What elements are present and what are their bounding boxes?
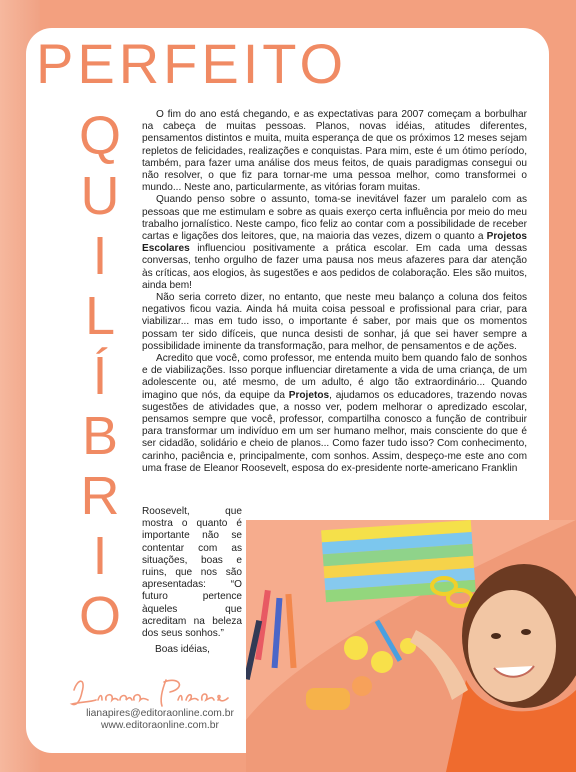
paragraph-2-text: Quando penso sobre o assunto, toma-se inevitável fazer um paralelo com as pessoas que me estimulam e sobre as quais exerço certa influência por meio do meu trabalho jornalístico. Neste campo, fico feliz ao contar com a possibilidade de receber cartas e ligações dos leitores, que, na maioria das vezes, dizem o quanto a (142, 194, 527, 243)
vertical-letter: O (78, 586, 121, 646)
paragraph-4-continuation: Roosevelt, que mostra o quanto é importante não se contentar com as situações, boas e ruins, que nos são apresentadas: “O futuro pertence àqueles que acreditam na beleza dos seus sonhos.” (142, 506, 242, 640)
paragraph-4-text-end: , ajudamos os educadores, trazendo novas sugestões de atividades que, a nosso ver, podem melhorar o apredizado escolar, pensamos sempre que você, professor, compartilha conosco a função de contribuir para transformar um indivíduo em um ser humano melhor, mais consciente do que é ser cidadão, solidário e cheio de planos... Como fazer tudo isso? Com conhecimento, carinho, paciência e, principalmente, com sonhos. Assim, despeço-me este ano com uma frase de Eleanor Roosevelt, esposa do ex-presidente norte-americano Franklin (142, 389, 528, 474)
paragraph-4 (142, 353, 527, 475)
projetos-escolares-bold: Projetos Escolares (142, 231, 527, 255)
paragraph-1: O fim do ano está chegando, e as expectativas para 2007 começam a borbulhar na cabeça de muitas pessoas. Planos, novas idéias, atitudes diferentes, pensamentos distintos e muita, muita esperança de que os próximos 12 meses sejam repletos de felicidades, realizações e conquistas. Para mim, este é um ótimo período, também, para fazer uma análise dos meus feitos, de quais paradigmas consegui ou não resolver, o que fiz para tornar-me uma pessoa melhor, como transformei o mundo... Neste ano, particularmente, as vitórias foram muitas. (142, 109, 527, 194)
email-link[interactable]: lianapires@editoraonline.com.br (86, 708, 234, 719)
vertical-letter: Í (92, 346, 108, 406)
vertical-title (70, 106, 130, 646)
farewell-text: Boas idéias, (155, 644, 210, 655)
vertical-letter: U (80, 166, 120, 226)
paragraph-2-text-end: influenciou positivamente a prática escolar. Em cada uma dessas conversas, tenho orgulho de fazer uma pausa nos meus afazeres para dar atenção às críticas, aos elogios, às sugestões e aos pedidos de colaboração. Eles são muitos, ainda bem! (142, 243, 527, 291)
paragraph-2 (142, 194, 527, 292)
vertical-letter: I (92, 526, 108, 586)
vertical-letter: R (80, 466, 120, 526)
vertical-letter: B (81, 406, 119, 466)
contact-info (70, 708, 250, 731)
projetos-bold: Projetos (288, 389, 330, 401)
photo-girl-drawing (246, 520, 576, 772)
website-link[interactable]: www.editoraonline.com.br (101, 719, 219, 731)
vertical-letter: Q (78, 106, 121, 166)
paragraph-4-text: Acredito que você, como professor, me entenda muito bem quando falo de sonhos e de viabilizações. Isso porque influenciar diretamente a vida de uma criança, de um adolescente ou, até mesmo, de um adulto, é algo tão extraordinário... Quando imagino que nós, da equipe da (142, 353, 527, 401)
vertical-letter: L (84, 286, 116, 346)
vertical-letter: I (92, 226, 108, 286)
page-title: PERFEITO (36, 32, 348, 95)
article-body (142, 109, 527, 475)
signature-image (68, 672, 238, 712)
paragraph-3: Não seria correto dizer, no entanto, que neste meu balanço a coluna dos feitos negativos ficou vazia. Ainda há muita coisa pessoal e profissional para criar, para viabilizar... mas em tudo isso, o importante é saber, por mais que os momentos possam ter sido difíceis, que nunca desisti de sonhar, já que sei haver sempre a possibilidade iminente da transformação, para melhor, de pensamentos e de ações. (142, 292, 527, 352)
